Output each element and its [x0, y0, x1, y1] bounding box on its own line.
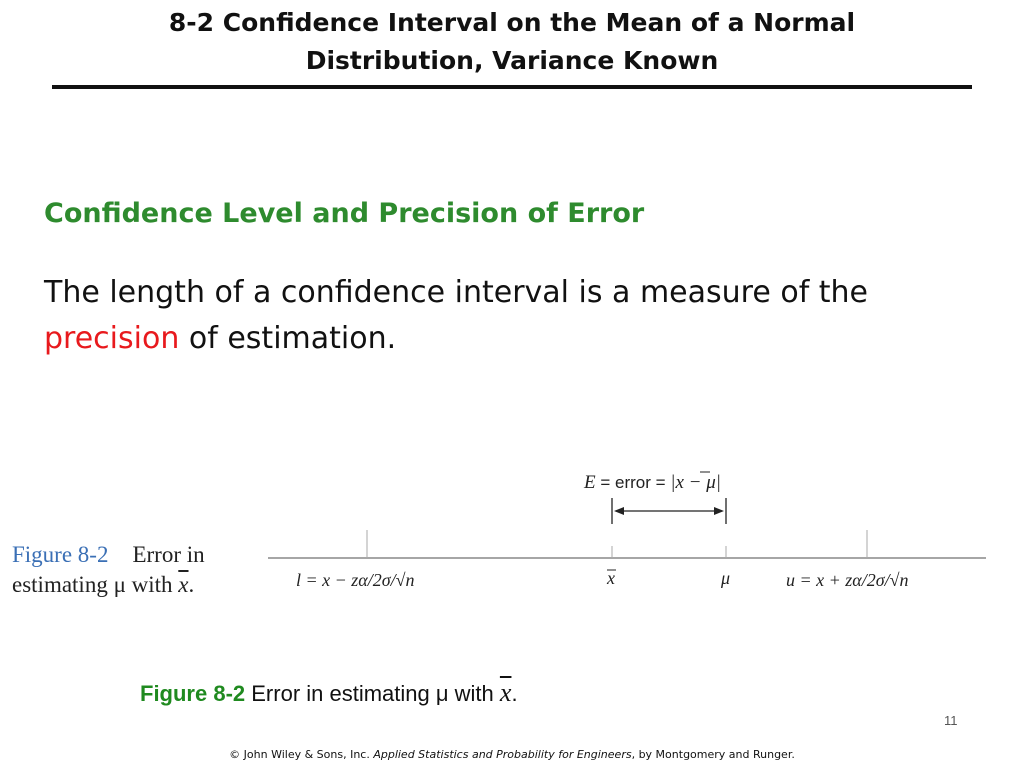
error-label	[583, 472, 721, 493]
figure-side-end: .	[188, 572, 195, 597]
page-number: 11	[944, 713, 958, 728]
figure-caption-end: .	[511, 681, 518, 706]
figure-caption-label: Figure 8-2	[140, 681, 246, 706]
figure-side-xbar: $\overline{x}$	[178, 572, 189, 597]
figure-caption-xbar: $\overline{x}$	[499, 678, 512, 707]
slide-title	[60, 4, 964, 80]
figure-side-text-1: Error in	[132, 542, 205, 567]
figure-side-label: Figure 8-2	[12, 542, 109, 567]
figure-caption-text: Error in estimating μ with	[245, 681, 500, 706]
error-arrow-left-head	[614, 507, 624, 515]
footer-book-title: Applied Statistics and Probability for Engineers	[373, 748, 632, 761]
upper-bound-label: u = x + zα/2σ/√n	[786, 570, 909, 590]
figure-side-text-2: estimating μ with	[12, 572, 179, 597]
subheading: Confidence Level and Precision of Error	[44, 198, 645, 229]
error-label-e: E	[584, 472, 596, 493]
xbar-label: x	[607, 568, 615, 588]
footer-suffix: , by Montgomery and Runger.	[631, 748, 795, 761]
error-arrow-right-head	[714, 507, 724, 515]
body-paragraph	[44, 270, 984, 362]
sentence-end: of estimation.	[188, 321, 397, 356]
title-divider	[52, 85, 972, 89]
title-line-2: Distribution, Variance Known	[305, 46, 719, 75]
figure-side-caption	[12, 540, 205, 600]
mu-label: μ	[721, 568, 731, 588]
footer-citation	[0, 748, 1024, 761]
footer-prefix: © John Wiley & Sons, Inc.	[229, 748, 374, 761]
error-label-abs: |x − μ|	[670, 472, 721, 493]
figure-caption	[140, 678, 518, 708]
sentence-start: The length of a confidence interval is a measure of the	[44, 275, 869, 310]
lower-bound-label: l = x − zα/2σ/√n	[296, 570, 415, 590]
highlight-word: precision	[44, 321, 180, 356]
error-label-eq: = error =	[595, 473, 671, 492]
error-diagram	[262, 460, 992, 600]
title-line-1: 8-2 Confidence Interval on the Mean of a Normal	[168, 8, 856, 37]
